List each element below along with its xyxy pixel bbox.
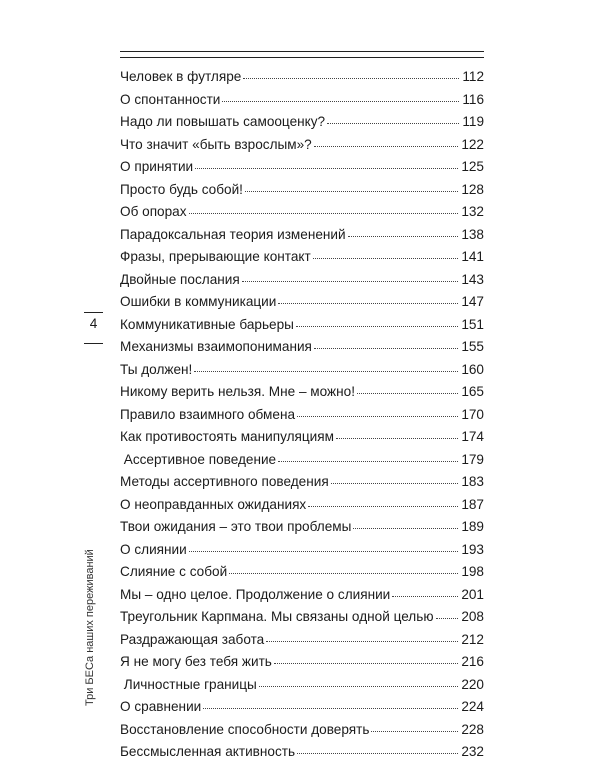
toc-entry-page: 220	[461, 676, 484, 692]
toc-entry-page: 187	[461, 496, 484, 512]
toc-entry	[120, 471, 484, 494]
toc-entry-title: Треугольник Карпмана. Мы связаны одной целью	[120, 609, 434, 624]
dot-leader	[195, 167, 458, 169]
toc-entry-page: 116	[462, 91, 484, 107]
toc-entry-title: Личностные границы	[120, 676, 257, 692]
toc-entry-title: Никому верить нельзя. Мне – можно!	[120, 384, 355, 399]
toc-entry-title: О спонтанности	[120, 91, 221, 107]
toc-entry-title: Парадоксальная теория изменений	[120, 226, 346, 242]
toc-entry-page: 112	[462, 69, 484, 84]
toc-entry	[120, 696, 484, 719]
toc-entry	[120, 156, 484, 179]
toc-entry-page: 138	[461, 226, 484, 242]
toc-entry	[120, 111, 484, 134]
toc-entry-page: 125	[461, 159, 484, 174]
toc-entry	[120, 224, 484, 247]
toc-entry	[120, 291, 484, 314]
toc-entry-page: 228	[461, 721, 484, 737]
toc-entry	[120, 674, 484, 697]
toc-entry-page: 160	[461, 361, 484, 377]
toc-entry-page: 141	[461, 249, 484, 264]
toc-entry-page: 170	[461, 406, 484, 422]
toc-entry	[120, 404, 484, 427]
toc-entry	[120, 741, 484, 764]
toc-entry-page: 224	[461, 699, 484, 714]
dot-leader	[314, 347, 458, 349]
toc-entry-title: Раздражающая забота	[120, 631, 265, 647]
toc-entry	[120, 651, 484, 674]
dot-leader	[371, 730, 458, 732]
toc-entry	[120, 629, 484, 652]
toc-entry-title: Мы – одно целое. Продолжение о слиянии	[120, 586, 391, 602]
toc-entry-page: 179	[461, 451, 484, 467]
toc-entry-page: 165	[461, 384, 484, 399]
dot-leader	[297, 415, 458, 417]
toc-entry-title: Методы ассертивного поведения	[120, 474, 329, 489]
toc-entry-title: Фразы, прерывающие контакт	[120, 249, 311, 264]
dot-leader	[327, 122, 459, 124]
toc-entry-title: О слиянии	[120, 541, 187, 557]
toc-entry	[120, 584, 484, 607]
toc-entry-title: Ошибки в коммуникации	[120, 294, 277, 309]
dot-leader	[229, 572, 458, 574]
toc-entry-title: Как противостоять манипуляциям	[120, 429, 334, 444]
dot-leader	[436, 617, 459, 619]
toc-entry-title: Надо ли повышать самооценку?	[120, 114, 326, 129]
toc-entry-title: Бессмысленная активность	[120, 744, 296, 759]
toc-entry	[120, 449, 484, 472]
toc-entry	[120, 381, 484, 404]
dot-leader	[194, 370, 458, 372]
page-number: 4	[89, 316, 98, 331]
toc-entry	[120, 516, 484, 539]
toc-entry-title: Механизмы взаимопонимания	[120, 339, 312, 354]
toc-entry	[120, 719, 484, 742]
dot-leader	[278, 302, 458, 304]
dot-leader	[266, 640, 458, 642]
dot-leader	[259, 685, 458, 687]
toc-entry-title: Правило взаимного обмена	[120, 406, 296, 422]
toc-entry	[120, 89, 484, 112]
toc-entry-title: О неоправданных ожиданиях	[120, 496, 307, 512]
toc-entry-title: Слияние с собой	[120, 564, 228, 579]
toc-entry-title: Ты должен!	[120, 361, 193, 377]
toc-entry-title: Просто будь собой!	[120, 181, 243, 197]
toc-entry	[120, 494, 484, 517]
toc-entry	[120, 336, 484, 359]
toc-entry-page: 132	[461, 204, 484, 219]
toc-entry-page: 147	[461, 294, 484, 309]
toc-entry-page: 216	[461, 654, 484, 669]
folio-rule-bottom	[84, 343, 103, 344]
toc-entry-title: Твои ожидания – это твои проблемы	[120, 519, 352, 534]
toc-entry	[120, 426, 484, 449]
toc-entry-page: 122	[461, 136, 484, 152]
dot-leader	[357, 392, 458, 394]
toc-entry-page: 143	[461, 271, 484, 287]
dot-leader	[274, 662, 458, 664]
dot-leader	[331, 482, 459, 484]
toc-entry	[120, 179, 484, 202]
dot-leader	[314, 145, 459, 147]
toc-entry-page: 174	[461, 429, 484, 444]
toc-entry-page: 198	[461, 564, 484, 579]
toc-entry-page: 189	[461, 519, 484, 534]
toc-entry-page: 151	[461, 316, 484, 332]
toc-entry	[120, 66, 484, 89]
toc-entry-title: Коммуникативные барьеры	[120, 316, 294, 332]
toc-entry-page: 212	[461, 631, 484, 647]
dot-leader	[353, 527, 458, 529]
toc-entry	[120, 561, 484, 584]
dot-leader	[189, 212, 459, 214]
toc-entry	[120, 606, 484, 629]
dot-leader	[313, 257, 459, 259]
toc-entry-title: Об опорах	[120, 204, 187, 219]
toc-entry-title: Человек в футляре	[120, 69, 242, 84]
toc-entry-page: 119	[462, 114, 484, 129]
toc-entry-page: 155	[461, 339, 484, 354]
dot-leader	[392, 595, 458, 597]
toc-entry-title: Ассертивное поведение	[120, 451, 277, 467]
toc-entry-page: 208	[461, 609, 484, 624]
toc-entry-page: 193	[461, 541, 484, 557]
toc-entry	[120, 201, 484, 224]
dot-leader	[203, 707, 458, 709]
dot-leader	[336, 437, 458, 439]
toc-entry-page: 201	[461, 586, 484, 602]
dot-leader	[245, 190, 458, 192]
dot-leader	[222, 100, 459, 102]
folio-rule-top	[84, 312, 103, 313]
dot-leader	[297, 752, 458, 754]
toc-entry	[120, 134, 484, 157]
toc-entry-title: Что значит «быть взрослым»?	[120, 136, 312, 152]
dot-leader	[296, 325, 458, 327]
table-of-contents	[120, 66, 484, 764]
dot-leader	[278, 460, 458, 462]
dot-leader	[189, 550, 459, 552]
dot-leader	[242, 280, 459, 282]
toc-entry-title: О сравнении	[120, 699, 202, 714]
dot-leader	[243, 77, 459, 79]
toc-entry-title: Двойные послания	[120, 271, 240, 287]
toc-entry	[120, 269, 484, 292]
toc-entry-title: Восстановление способности доверять	[120, 721, 370, 737]
toc-entry-page: 128	[461, 181, 484, 197]
header-double-rule	[120, 51, 484, 58]
toc-entry-title: О принятии	[120, 159, 194, 174]
toc-entry-page: 232	[461, 744, 484, 759]
toc-entry	[120, 359, 484, 382]
toc-entry	[120, 539, 484, 562]
toc-entry	[120, 314, 484, 337]
dot-leader	[348, 235, 459, 237]
dot-leader	[308, 505, 458, 507]
toc-entry-title: Я не могу без тебя жить	[120, 654, 272, 669]
toc-entry	[120, 246, 484, 269]
toc-entry-page: 183	[461, 474, 484, 489]
